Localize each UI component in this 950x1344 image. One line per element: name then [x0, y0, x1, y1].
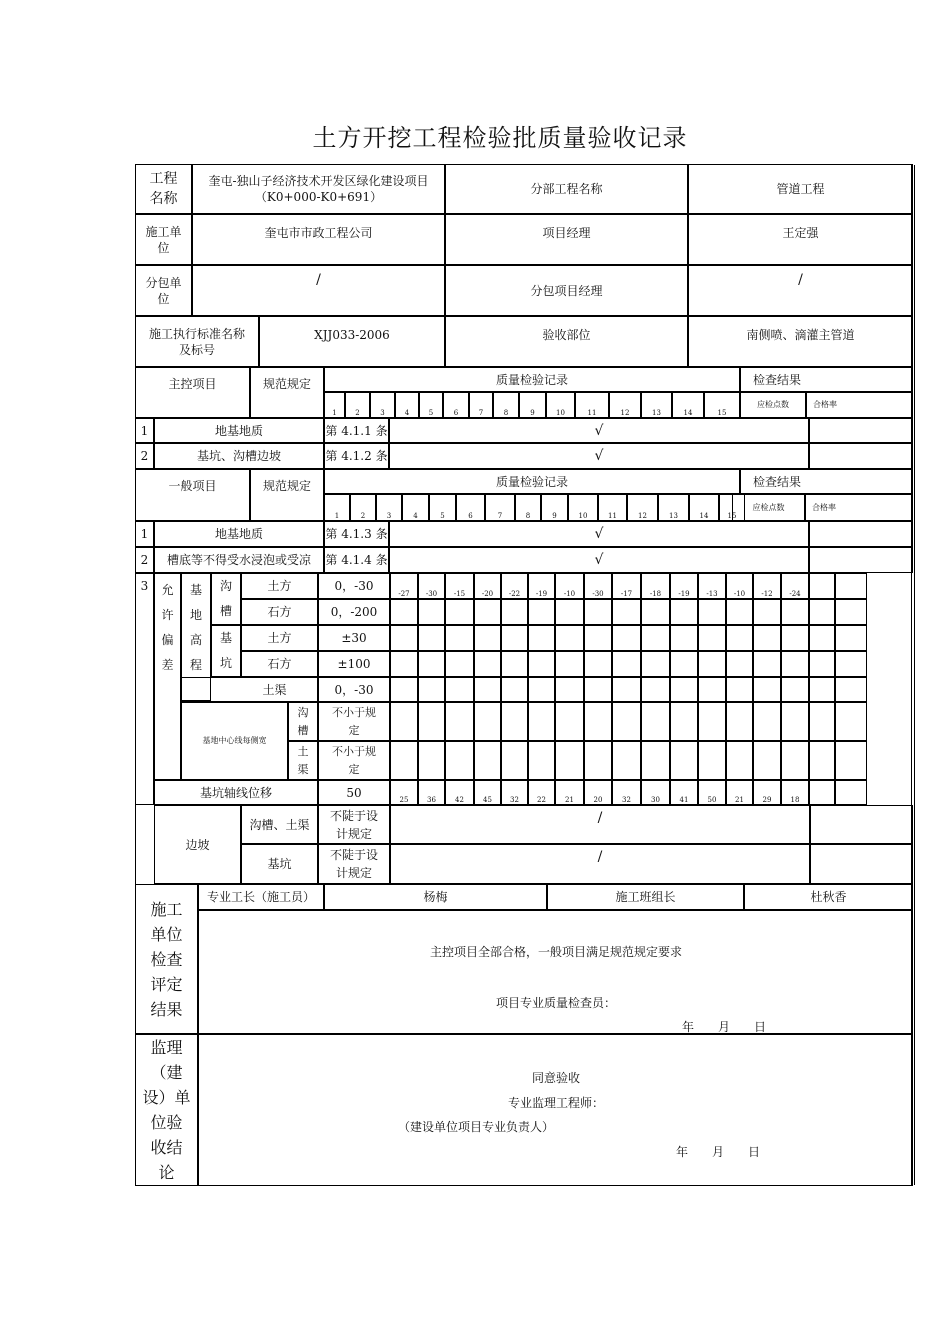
- deviation-cell: 20: [584, 780, 612, 805]
- main-col-13: 13: [641, 392, 672, 418]
- main-row-2-result: [809, 443, 913, 469]
- deviation-cell: [698, 741, 726, 780]
- deviation-cell: -30: [418, 573, 445, 599]
- main-rate-label: 合格率: [806, 392, 913, 418]
- deviation-cell: [501, 599, 528, 625]
- general-row-1-no: 1: [135, 521, 154, 547]
- deviation-cell: [726, 702, 753, 741]
- construction-date: 年 月 日: [682, 1020, 767, 1034]
- deviation-cell: -17: [612, 573, 641, 599]
- main-row-2-spec: 第 4.1.2 条: [324, 443, 389, 469]
- deviation-cell: [698, 677, 726, 702]
- main-row-1-spec: 第 4.1.1 条: [324, 418, 389, 443]
- general-col-9: 9: [541, 494, 568, 521]
- deviation-cell: -10: [726, 573, 753, 599]
- foreman-value: 杨梅: [324, 884, 547, 910]
- general-row-2-record: √: [389, 547, 809, 573]
- deviation-cell: [726, 625, 753, 651]
- deviation-cell: [809, 702, 835, 741]
- slope-trench-label: 沟槽、土渠: [241, 805, 318, 844]
- deviation-cell: [641, 599, 670, 625]
- main-col-6: 6: [443, 392, 469, 418]
- general-row-1-spec: 第 4.1.3 条: [324, 521, 389, 547]
- pit-earth-spec: ±30: [318, 625, 390, 651]
- deviation-cell: 21: [726, 780, 753, 805]
- deviation-cell: [698, 625, 726, 651]
- deviation-cell: [528, 599, 555, 625]
- slope-pit-record: /: [390, 844, 810, 884]
- deviation-cell: [670, 741, 698, 780]
- deviation-cell: [670, 702, 698, 741]
- canal-label: 土渠: [181, 677, 318, 702]
- general-points-label: 应检点数: [732, 494, 805, 521]
- main-row-1-result: [809, 418, 913, 443]
- deviation-cell: [835, 741, 867, 780]
- deviation-cell: [418, 741, 445, 780]
- deviation-cell: [670, 599, 698, 625]
- deviation-cell: [501, 741, 528, 780]
- general-row-2-name: 槽底等不得受水浸泡或受凉: [154, 547, 324, 573]
- contractor-value: 奎屯市市政工程公司: [192, 214, 445, 265]
- deviation-cell: 32: [501, 780, 528, 805]
- deviation-cell: [641, 651, 670, 677]
- deviation-cell: [612, 677, 641, 702]
- general-col-10: 10: [568, 494, 598, 521]
- axis-label: 基坑轴线位移: [154, 780, 318, 805]
- deviation-cell: [641, 702, 670, 741]
- width-canal-spec: 不小于规 定: [318, 741, 390, 780]
- slope-trench-record: /: [390, 805, 810, 844]
- inspector-label: 项目专业质量检查员：: [496, 996, 617, 1010]
- deviation-cell: [501, 625, 528, 651]
- main-col-8: 8: [493, 392, 519, 418]
- deviation-cell: [501, 677, 528, 702]
- deviation-cell: [612, 599, 641, 625]
- general-row-1-name: 地基地质: [154, 521, 324, 547]
- deviation-cell: [753, 651, 781, 677]
- main-col-1: 1: [324, 392, 345, 418]
- canal-spec: 0，-30: [318, 677, 390, 702]
- deviation-cell: [584, 625, 612, 651]
- team-leader-value: 杜秋香: [744, 884, 913, 910]
- deviation-cell: [781, 741, 809, 780]
- deviation-cell: -13: [698, 573, 726, 599]
- deviation-cell: 36: [418, 780, 445, 805]
- deviation-cell: [390, 625, 418, 651]
- deviation-cell: 30: [641, 780, 670, 805]
- deviation-cell: [809, 677, 835, 702]
- main-col-9: 9: [519, 392, 546, 418]
- deviation-cell: [390, 651, 418, 677]
- general-spec-label: 规范规定: [250, 469, 324, 521]
- engineer-label: 专业监理工程师：: [508, 1096, 605, 1110]
- general-row-2-result: [809, 547, 913, 573]
- general-col-1: 1: [324, 494, 350, 521]
- general-row-2-no: 2: [135, 547, 154, 573]
- manager-label: 项目经理: [445, 214, 688, 265]
- deviation-cell: [445, 677, 474, 702]
- slope-pit-result: [810, 844, 913, 884]
- deviation-cell: [584, 741, 612, 780]
- sub-manager-value: /: [688, 265, 913, 316]
- deviation-cell: [445, 599, 474, 625]
- width-canal-label: 土 渠: [288, 741, 318, 780]
- deviation-cell: [641, 625, 670, 651]
- project-name-line2: （K0+000-K0+691）: [254, 190, 383, 204]
- deviation-cell: [555, 651, 584, 677]
- deviation-cell: [726, 677, 753, 702]
- deviation-cell: [418, 599, 445, 625]
- general-col-5: 5: [429, 494, 456, 521]
- deviation-cell: [753, 599, 781, 625]
- main-col-5: 5: [419, 392, 443, 418]
- deviation-cell: 22: [528, 780, 555, 805]
- trench-earth-spec: 0，-30: [318, 573, 390, 599]
- deviation-cell: [670, 625, 698, 651]
- general-col-6: 6: [456, 494, 485, 521]
- deviation-cell: [809, 651, 835, 677]
- deviation-cell: 18: [781, 780, 809, 805]
- deviation-cell: [474, 625, 501, 651]
- standard-label: 施工执行标准名称 及标号: [135, 316, 259, 367]
- deviation-cell: [726, 741, 753, 780]
- deviation-cell: [698, 702, 726, 741]
- deviation-cell: [390, 741, 418, 780]
- axis-spec: 50: [318, 780, 390, 805]
- main-row-2-record: √: [389, 443, 809, 469]
- general-row-2-spec: 第 4.1.4 条: [324, 547, 389, 573]
- deviation-cell: [584, 677, 612, 702]
- deviation-cell: [528, 702, 555, 741]
- deviation-group-label: 允 许 偏 差: [154, 573, 181, 780]
- deviation-cell: [501, 651, 528, 677]
- deviation-cell: 42: [445, 780, 474, 805]
- subcontractor-value: /: [192, 265, 445, 316]
- general-col-8: 8: [515, 494, 541, 521]
- deviation-cell: [835, 599, 867, 625]
- deviation-cell: [809, 741, 835, 780]
- acceptance-part-label: 验收部位: [445, 316, 688, 367]
- deviation-cell: 41: [670, 780, 698, 805]
- deviation-cell: -20: [474, 573, 501, 599]
- deviation-cell: [555, 599, 584, 625]
- deviation-cell: [670, 651, 698, 677]
- deviation-cell: [390, 599, 418, 625]
- deviation-cell: 45: [474, 780, 501, 805]
- deviation-cell: -10: [555, 573, 584, 599]
- supervision-conclusion: 同意验收: [532, 1071, 581, 1085]
- general-result-label: 检查结果: [740, 469, 913, 494]
- deviation-cell: [612, 625, 641, 651]
- deviation-cell: [418, 677, 445, 702]
- general-col-15: 15: [719, 494, 745, 521]
- deviation-cell: [835, 702, 867, 741]
- project-name-line1: 奎屯-独山子经济技术开发区绿化建设项目: [208, 174, 429, 188]
- general-col-2: 2: [350, 494, 376, 521]
- deviation-cell: [418, 702, 445, 741]
- deviation-cell: [753, 741, 781, 780]
- deviation-cell: -27: [390, 573, 418, 599]
- slope-trench-result: [810, 805, 913, 844]
- slope-trench-spec: 不陡于设 计规定: [318, 805, 390, 844]
- main-col-14: 14: [672, 392, 704, 418]
- deviation-cell: [528, 677, 555, 702]
- slope-pit-label: 基坑: [241, 844, 318, 884]
- deviation-cell: [418, 625, 445, 651]
- pit-earth-label: 土方: [241, 625, 318, 651]
- owner-label: （建设单位项目专业负责人）: [398, 1120, 555, 1134]
- main-row-2-name: 基坑、沟槽边坡: [154, 443, 324, 469]
- deviation-cell: [474, 702, 501, 741]
- deviation-cell: [809, 625, 835, 651]
- slope-label: 边坡: [154, 805, 241, 884]
- sub-project-value: 管道工程: [688, 164, 913, 214]
- general-col-3: 3: [376, 494, 402, 521]
- slope-pit-spec: 不陡于设 计规定: [318, 844, 390, 884]
- main-row-1-no: 1: [135, 418, 154, 443]
- deviation-cell: [612, 702, 641, 741]
- deviation-cell: [445, 651, 474, 677]
- inspection-form: [135, 164, 912, 1186]
- deviation-cell: [612, 741, 641, 780]
- deviation-cell: 50: [698, 780, 726, 805]
- main-col-10: 10: [546, 392, 575, 418]
- supervision-label: 监理 （建 设）单 位验 收结 论: [135, 1034, 198, 1186]
- deviation-cell: [809, 573, 835, 599]
- deviation-cell: [809, 780, 835, 805]
- subcontractor-label: 分包单 位: [135, 265, 192, 316]
- deviation-cell: [753, 677, 781, 702]
- deviation-no: 3: [135, 573, 154, 805]
- width-trench-spec: 不小于规 定: [318, 702, 390, 741]
- deviation-cell: [555, 677, 584, 702]
- outer-border-line: [914, 165, 915, 1185]
- pit-rock-spec: ±100: [318, 651, 390, 677]
- deviation-cell: -19: [528, 573, 555, 599]
- deviation-cell: [474, 677, 501, 702]
- deviation-cell: [781, 702, 809, 741]
- deviation-cell: [584, 651, 612, 677]
- deviation-cell: [555, 702, 584, 741]
- main-col-4: 4: [395, 392, 419, 418]
- main-col-7: 7: [469, 392, 493, 418]
- main-row-1-record: √: [389, 418, 809, 443]
- trench-rock-spec: 0，-200: [318, 599, 390, 625]
- deviation-cell: [835, 651, 867, 677]
- main-col-12: 12: [609, 392, 641, 418]
- main-quality-label: 质量检验记录: [324, 367, 740, 392]
- deviation-cell: [641, 741, 670, 780]
- deviation-cell: [835, 573, 867, 599]
- deviation-cell: [555, 741, 584, 780]
- main-points-label: 应检点数: [740, 392, 806, 418]
- deviation-cell: [501, 702, 528, 741]
- trench-label: 沟 槽: [211, 573, 241, 625]
- deviation-cell: [584, 702, 612, 741]
- main-col-2: 2: [345, 392, 370, 418]
- deviation-cell: [835, 625, 867, 651]
- pit-label: 基 坑: [211, 625, 241, 677]
- general-row-1-record: √: [389, 521, 809, 547]
- main-col-3: 3: [370, 392, 395, 418]
- deviation-cell: 29: [753, 780, 781, 805]
- team-leader-label: 施工班组长: [547, 884, 744, 910]
- general-col-4: 4: [402, 494, 429, 521]
- deviation-cell: [555, 625, 584, 651]
- deviation-cell: [781, 677, 809, 702]
- deviation-cell: [584, 599, 612, 625]
- deviation-cell: -18: [641, 573, 670, 599]
- deviation-cell: [474, 599, 501, 625]
- deviation-cell: [698, 651, 726, 677]
- deviation-cell: [781, 599, 809, 625]
- deviation-cell: 25: [390, 780, 418, 805]
- page-title: 土方开挖工程检验批质量验收记录: [312, 124, 688, 152]
- deviation-cell: [418, 651, 445, 677]
- main-result-label: 检查结果: [740, 367, 913, 392]
- deviation-cell: [390, 702, 418, 741]
- deviation-cell: [781, 625, 809, 651]
- general-col-12: 12: [627, 494, 658, 521]
- deviation-cell: 21: [555, 780, 584, 805]
- deviation-cell: [835, 677, 867, 702]
- deviation-cell: -19: [670, 573, 698, 599]
- deviation-cell: [753, 625, 781, 651]
- main-spec-label: 规范规定: [250, 367, 324, 418]
- sub-project-label: 分部工程名称: [445, 164, 688, 214]
- deviation-cell: [641, 677, 670, 702]
- general-quality-label: 质量检验记录: [324, 469, 740, 494]
- deviation-cell: -24: [781, 573, 809, 599]
- deviation-cell: -15: [445, 573, 474, 599]
- deviation-cell: [698, 599, 726, 625]
- deviation-cell: [809, 599, 835, 625]
- main-items-label: 主控项目: [135, 367, 250, 418]
- deviation-cell: -22: [501, 573, 528, 599]
- deviation-cell: [753, 702, 781, 741]
- width-label: 基地中心线每侧宽: [181, 702, 288, 780]
- general-row-1-result: [809, 521, 913, 547]
- construction-conclusion: 主控项目全部合格，一般项目满足规范规定要求: [430, 945, 683, 959]
- project-name-label: 工程 名称: [135, 164, 192, 214]
- general-col-13: 13: [658, 494, 689, 521]
- acceptance-part-value: 南侧喷、滴灌主管道: [688, 316, 913, 367]
- trench-earth-label: 土方: [241, 573, 318, 599]
- main-row-1-name: 地基地质: [154, 418, 324, 443]
- deviation-cell: -30: [584, 573, 612, 599]
- general-rate-label: 合格率: [805, 494, 913, 521]
- deviation-cell: [474, 741, 501, 780]
- deviation-cell: [726, 651, 753, 677]
- deviation-cell: [835, 780, 867, 805]
- deviation-cell: [445, 625, 474, 651]
- contractor-label: 施工单 位: [135, 214, 192, 265]
- deviation-cell: [445, 702, 474, 741]
- deviation-cell: [528, 625, 555, 651]
- construction-label: 施工 单位 检查 评定 结果: [135, 884, 198, 1034]
- deviation-cell: [445, 741, 474, 780]
- deviation-cell: [781, 651, 809, 677]
- deviation-cell: [390, 677, 418, 702]
- deviation-cell: [474, 651, 501, 677]
- deviation-cell: [670, 677, 698, 702]
- trench-rock-label: 石方: [241, 599, 318, 625]
- pit-rock-label: 石方: [241, 651, 318, 677]
- deviation-cell: [528, 741, 555, 780]
- manager-value: 王定强: [688, 214, 913, 265]
- deviation-cell: [528, 651, 555, 677]
- general-col-14: 14: [689, 494, 719, 521]
- main-col-11: 11: [575, 392, 609, 418]
- deviation-cell: 32: [612, 780, 641, 805]
- width-trench-label: 沟 槽: [288, 702, 318, 741]
- project-name-value: [192, 164, 445, 214]
- elevation-label: 基 地 高 程: [181, 573, 211, 701]
- general-col-11: 11: [598, 494, 627, 521]
- foreman-label: 专业工长（施工员）: [198, 884, 324, 910]
- main-col-15: 15: [704, 392, 740, 418]
- construction-body: [198, 910, 913, 1034]
- deviation-cell: [612, 651, 641, 677]
- main-row-2-no: 2: [135, 443, 154, 469]
- standard-value: XJJ033-2006: [259, 316, 445, 367]
- supervision-date: 年 月 日: [676, 1145, 761, 1159]
- deviation-cell: [726, 599, 753, 625]
- sub-manager-label: 分包项目经理: [445, 265, 688, 316]
- deviation-cell: -12: [753, 573, 781, 599]
- general-col-7: 7: [485, 494, 515, 521]
- general-items-label: 一般项目: [135, 469, 250, 521]
